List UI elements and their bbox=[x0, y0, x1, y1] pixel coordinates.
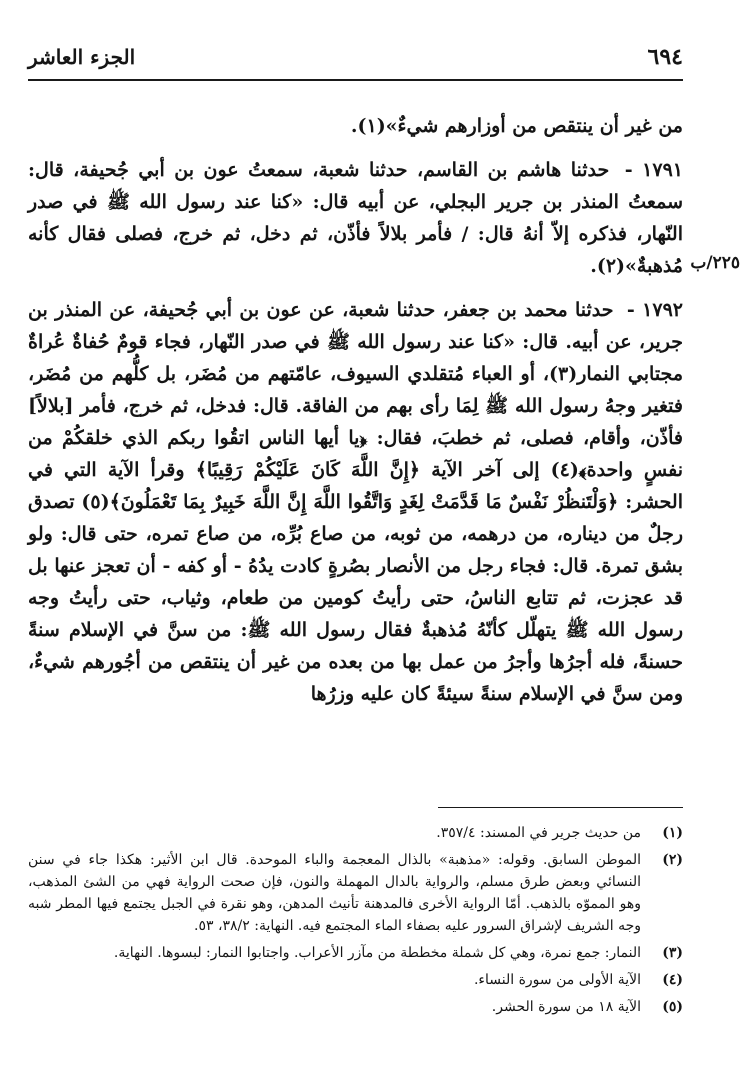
footnote-number: (١) bbox=[662, 825, 683, 841]
hadith-1791 bbox=[28, 154, 683, 282]
paragraph-continuation: من غير أن ينتقص من أوزارهم شيءٌ»(١). bbox=[350, 115, 683, 137]
footnote-text: النمار: جمع نمرة، وهي كل شملة مخططة من مآزر الأعراب. واجتابوا النمار: لبسوها. النهاية. bbox=[113, 945, 641, 961]
footnote-text: الموطن السابق. وقوله: «مذهبة» بالذال المعجمة والباء الموحدة. قال ابن الأثير: هكذا جاء في سنن النسائي وبعض طرق مسلم، والرواية بالدال المهملة والنون، فإن صحت الرواية فهي من الشئ المذهب، وهو المموّه بالذهب. أمّا الرواية الأخرى فالمدهنة تأنيث المدهن، وهو نقرة في الجبل يجتمع فيها المطر شبه وجه الشريف لإشراق السرور عليه بصفاء الماء المجتمع فيه. النهاية: ٣٨/٢، ٥٣. bbox=[28, 852, 641, 934]
part-title: الجزء العاشر bbox=[28, 45, 136, 69]
hadith-text: حدثنا محمد بن جعفر، حدثنا شعبة، عن عون بن أبي جُحيفة، عن المنذر بن جرير، عن أبيه. قال: «كنا عند رسول الله ﷺ في صدر النّهار، فجاء قومٌ حُفاةٌ عُراةٌ مجتابي النمار(٣)، أو العباء مُتقلدي السيوف، عامّتهم من مُضَر، بل كلُّهم من مُضَر، فتغير وجهُ رسول الله ﷺ لِمَا رأى بهم من الفاقة. قال: فدخل، ثم خرج، فأمر [بلالاً] فأذّن، وأقام، فصلى، ثم خطبَ، فقال: ﴿يا أيها الناس اتقُوا ربكم الذي خلقكُمْ من نفسٍ واحدة﴾(٤) إلى آخر الآية ﴿إِنَّ اللَّهَ كَانَ عَلَيْكُمْ رَقِيبًا﴾ وقرأ الآية التي في الحشر: ﴿وَلْتَنظُرْ نَفْسٌ مَا قَدَّمَتْ لِغَدٍ وَاتَّقُوا اللَّهَ إِنَّ اللَّهَ خَبِيرٌ بِمَا تَعْمَلُونَ﴾(٥) تصدق رجلٌ من ديناره، من درهمه، من ثوبه، من صاع بُرِّه، من صاع تمره، حتى قال: ولو بشق تمرة. قال: فجاء رجل من الأنصار بصُرةٍ كادت يدُهُ - أو كفه - أن تعجز عنها بل قد عجزت، ثم تتابع الناسُ، حتى رأيتُ كومين من طعام، وثياب، حتى رأيتُ وجه رسول الله ﷺ يتهلّل كأنّهُ مُذهبةٌ فقال رسول الله ﷺ: من سنَّ في الإسلام سنةً حسنةً، فله أجرُها وأجرُ من عمل بها من بعده من غير أن ينتقص من أجُورهم شيءٌ، ومن سنَّ في الإسلام سنةً سيئةً كان عليه وزرُها bbox=[28, 299, 683, 705]
running-header bbox=[28, 40, 683, 74]
footnote bbox=[28, 942, 683, 964]
manuscript-folio-marker: ٢٢٥/ب bbox=[690, 253, 740, 273]
hadith-number: ١٧٩١ - bbox=[624, 159, 683, 181]
footnote-number: (٥) bbox=[662, 999, 683, 1015]
footnote-number: (٤) bbox=[662, 972, 683, 988]
footnotes bbox=[28, 822, 683, 1023]
footnote bbox=[28, 996, 683, 1018]
footnote-number: (٣) bbox=[662, 945, 683, 961]
hadith-1792 bbox=[28, 294, 683, 710]
footnote bbox=[28, 822, 683, 844]
footnote-divider bbox=[438, 807, 683, 808]
footnote bbox=[28, 849, 683, 937]
main-text bbox=[28, 110, 683, 722]
footnote-text: من حديث جرير في المسند: ٣٥٧/٤. bbox=[436, 825, 641, 841]
header-divider bbox=[28, 79, 683, 81]
page-number: ٦٩٤ bbox=[647, 44, 683, 70]
footnote-number: (٢) bbox=[662, 852, 683, 868]
footnote-text: الآية الأولى من سورة النساء. bbox=[473, 972, 641, 988]
footnote-text: الآية ١٨ من سورة الحشر. bbox=[491, 999, 641, 1015]
hadith-number: ١٧٩٢ - bbox=[626, 299, 683, 321]
hadith-text: حدثنا هاشم بن القاسم، حدثنا شعبة، سمعتُ عون بن أبي جُحيفة، قال: سمعتُ المنذر بن جرير البجلي، عن أبيه قال: «كنا عند رسول الله ﷺ في صدر النّهار، فذكره إلاّ أنهُ قال: / فأمر بلالاً فأذّن، ثم دخل، ثم خرج، فصلى فقال كأنه مُذهبةٌ»(٢). bbox=[28, 159, 683, 277]
footnote bbox=[28, 969, 683, 991]
